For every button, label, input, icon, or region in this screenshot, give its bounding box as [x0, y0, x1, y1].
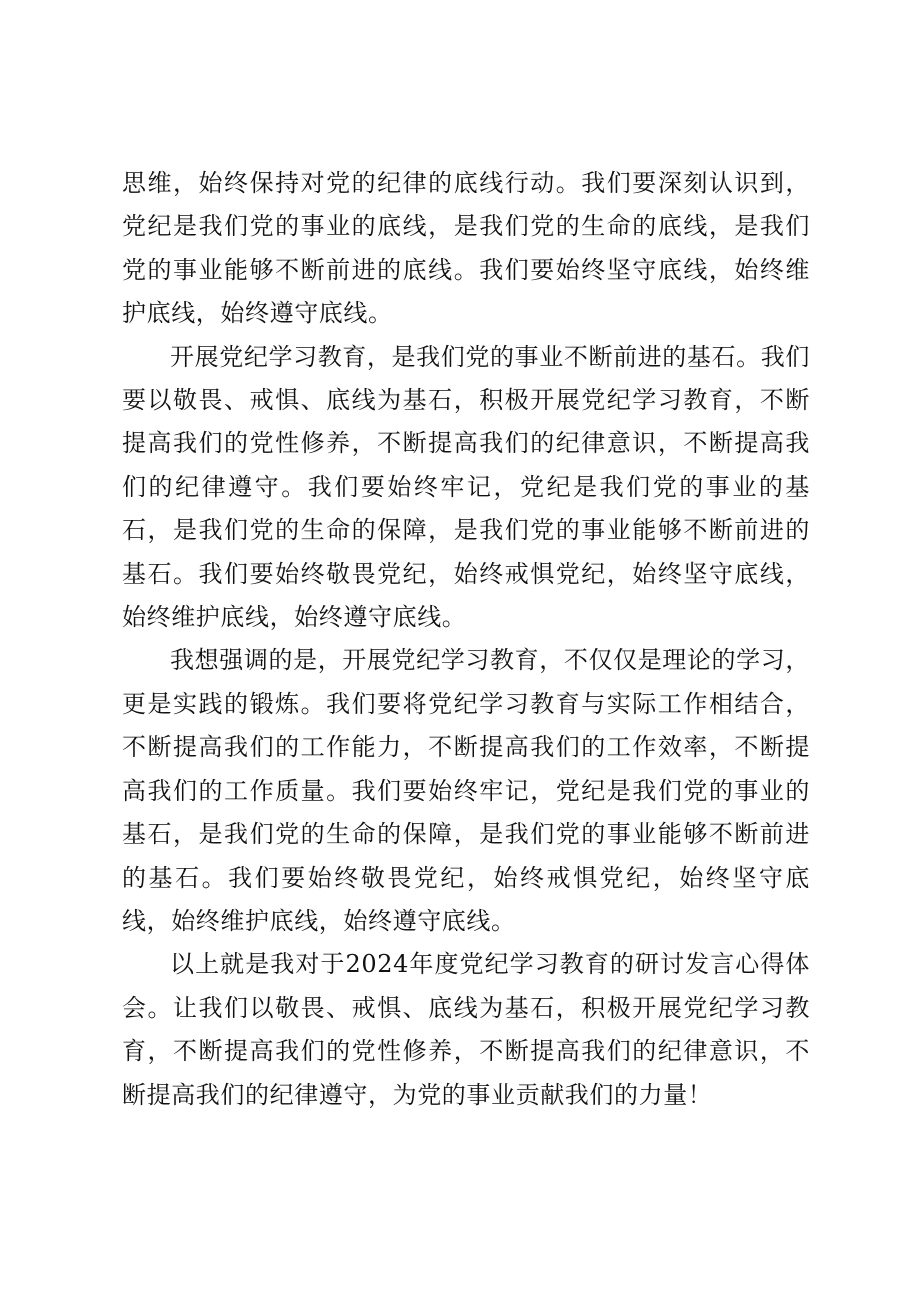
paragraph-1: 思维，始终保持对党的纪律的底线行动。我们要深刻认识到，党纪是我们党的事业的底线，是我们党的生命的底线，是我们党的事业能够不断前进的底线。我们要始终坚守底线，始终维护底线，始终遵守底线。 [122, 169, 810, 328]
paragraph-3: 我想强调的是，开展党纪学习教育，不仅仅是理论的学习，更是实践的锻炼。我们要将党纪学习教育与实际工作相结合，不断提高我们的工作能力，不断提高我们的工作效率，不断提高我们的工作质量。我们要始终牢记，党纪是我们党的事业的基石，是我们党的生命的保障，是我们党的事业能够不断前进的基石。我们要始终敬畏党纪，始终戒惧党纪，始终坚守底线，始终维护底线，始终遵守底线。 [122, 646, 810, 935]
document-body [122, 162, 810, 1117]
paragraph-2: 开展党纪学习教育，是我们党的事业不断前进的基石。我们要以敬畏、戒惧、底线为基石，积极开展党纪学习教育，不断提高我们的党性修养，不断提高我们的纪律意识，不断提高我们的纪律遵守。我们要始终牢记，党纪是我们党的事业的基石，是我们党的生命的保障，是我们党的事业能够不断前进的基石。我们要始终敬畏党纪，始终戒惧党纪，始终坚守底线，始终维护底线，始终遵守底线。 [122, 342, 810, 632]
paragraph-4: 以上就是我对于2024年度党纪学习教育的研讨发言心得体会。让我们以敬畏、戒惧、底线为基石，积极开展党纪学习教育，不断提高我们的党性修养，不断提高我们的纪律意识，不断提高我们的纪律遵守，为党的事业贡献我们的力量！ [122, 950, 810, 1109]
